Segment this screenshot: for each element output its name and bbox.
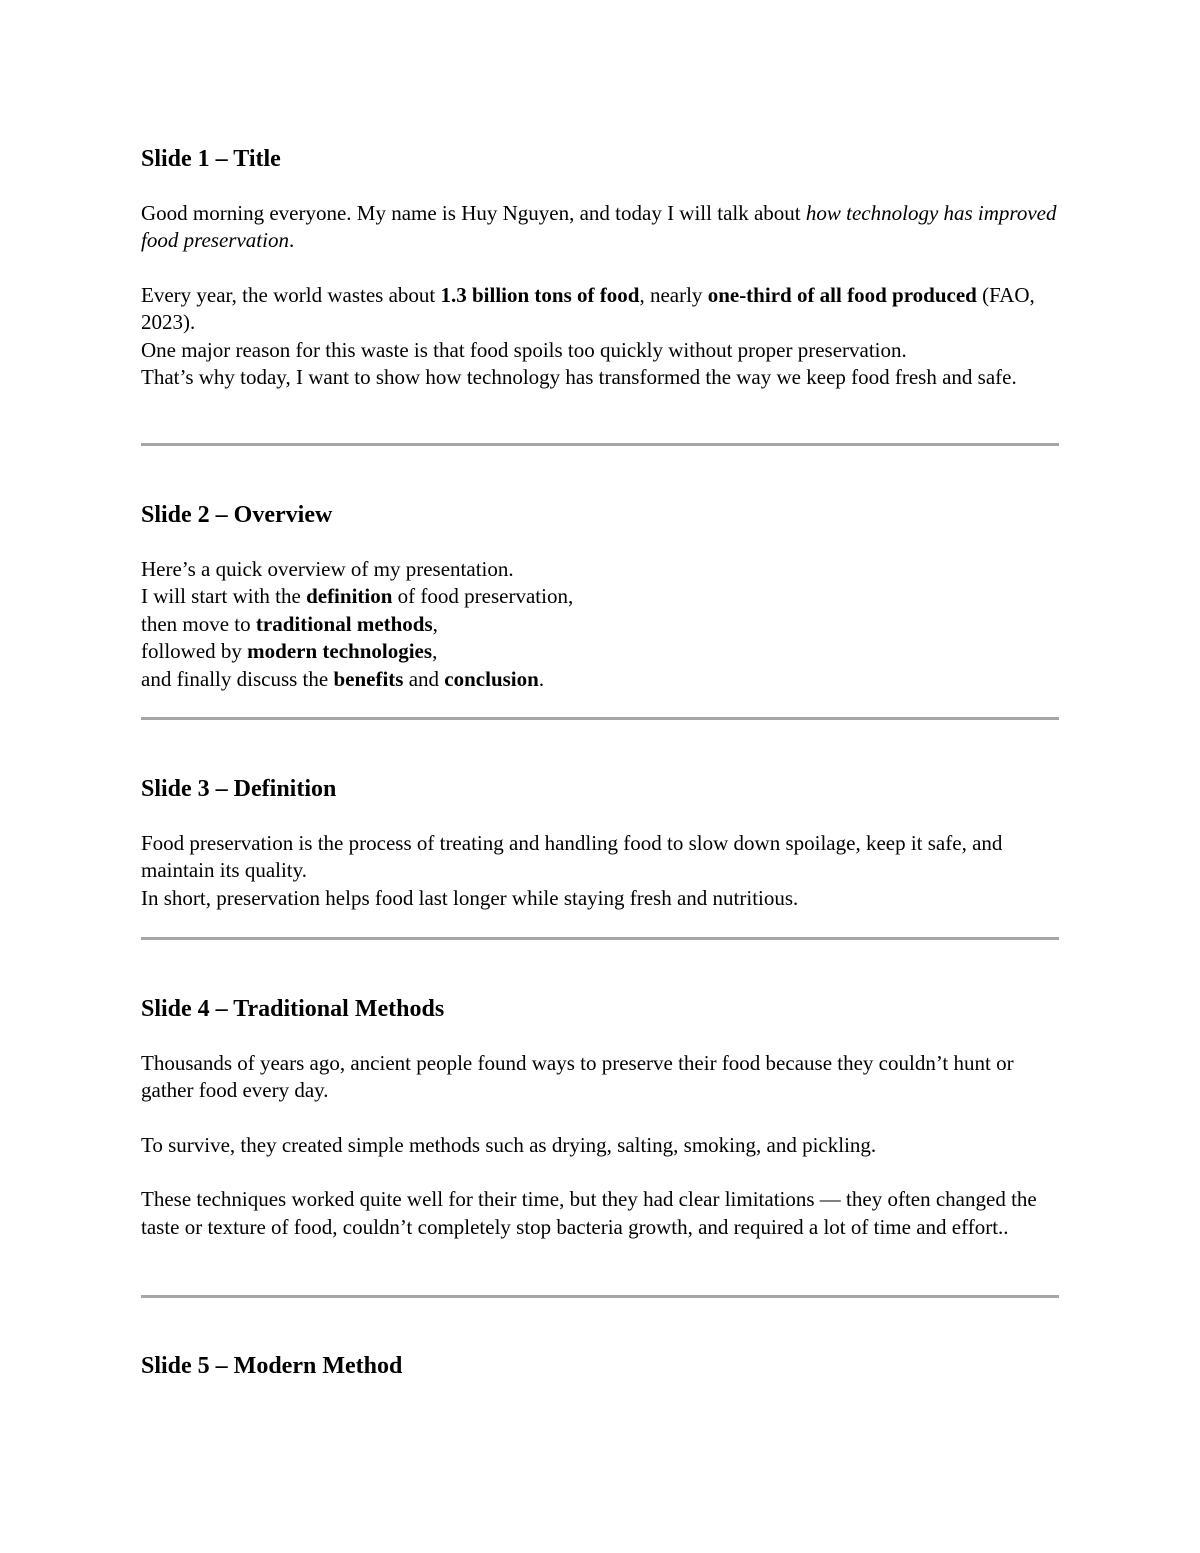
definition-summary: In short, preservation helps food last longer while staying fresh and nutritious. bbox=[141, 885, 799, 910]
overview-line: and finally discuss the benefits and conclusion. bbox=[141, 666, 545, 691]
overview-line: Here’s a quick overview of my presentation. bbox=[141, 557, 514, 581]
slide-1-purpose: That’s why today, I want to show how technology has transformed the way we keep food fresh and safe. bbox=[141, 365, 1017, 390]
slide-3-body bbox=[141, 830, 1059, 912]
divider bbox=[141, 1295, 1059, 1298]
overview-line: I will start with the definition of food preservation, bbox=[141, 584, 574, 609]
slide-1-heading: Slide 1 – Title bbox=[141, 146, 281, 172]
slide-3-heading: Slide 3 – Definition bbox=[141, 776, 337, 802]
divider bbox=[141, 717, 1059, 720]
definition-text: Food preservation is the process of treating and handling food to slow down spoilage, keep it safe, and maintain its quality. bbox=[141, 831, 1003, 883]
slide-1-body bbox=[141, 200, 1059, 391]
slide-4-body bbox=[141, 1050, 1059, 1241]
traditional-limitations: These techniques worked quite well for their time, but they had clear limitations — they often changed the taste or texture of food, couldn’t completely stop bacteria growth, and required a lot of time and effort.. bbox=[141, 1187, 1037, 1239]
divider bbox=[141, 443, 1059, 446]
slide-5-heading: Slide 5 – Modern Method bbox=[141, 1353, 403, 1379]
slide-2-heading: Slide 2 – Overview bbox=[141, 502, 333, 528]
slide-1-statistic: Every year, the world wastes about 1.3 billion tons of food, nearly one-third of all food produced (FAO, 2023). bbox=[141, 282, 1035, 335]
overview-line: then move to traditional methods, bbox=[141, 611, 438, 636]
traditional-history: Thousands of years ago, ancient people found ways to preserve their food because they couldn’t hunt or gather food every day. bbox=[141, 1051, 1014, 1103]
traditional-methods-list: To survive, they created simple methods such as drying, salting, smoking, and pickling. bbox=[141, 1132, 877, 1157]
slide-4-heading: Slide 4 – Traditional Methods bbox=[141, 996, 445, 1022]
slide-1-intro: Good morning everyone. My name is Huy Nguyen, and today I will talk about how technology has improved food preservation. bbox=[141, 201, 1057, 253]
overview-line: followed by modern technologies, bbox=[141, 639, 438, 664]
divider bbox=[141, 937, 1059, 940]
slide-2-body bbox=[141, 556, 1059, 693]
slide-1-reason: One major reason for this waste is that food spoils too quickly without proper preservation. bbox=[141, 337, 907, 362]
